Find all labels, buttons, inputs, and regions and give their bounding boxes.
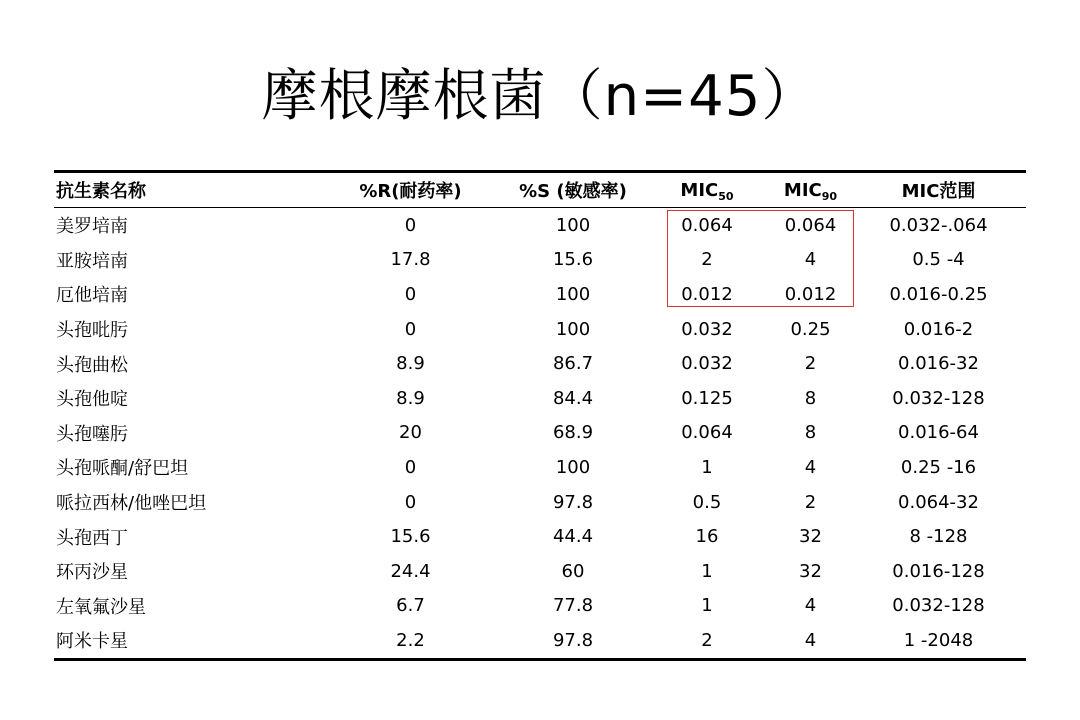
antibiotic-table-container — [54, 170, 1026, 661]
header-mic50-subscript: 50 — [718, 189, 734, 203]
mic-range-cell: 1 -2048 — [903, 629, 974, 651]
antibiotic-name-cell: 头孢西丁 — [56, 527, 128, 549]
resistance-rate-cell: 20 — [399, 422, 422, 444]
resistance-rate-cell: 6.7 — [396, 595, 425, 617]
header-mic90-label: MIC — [783, 179, 822, 201]
mic-range-cell: 0.5 -4 — [912, 249, 965, 271]
mic50-cell: 1 — [701, 456, 713, 478]
table-row — [54, 277, 1026, 312]
mic-range-cell: 0.016-0.25 — [889, 283, 988, 305]
antibiotic-name-cell: 头孢吡肟 — [56, 320, 128, 342]
table-row — [54, 346, 1026, 381]
mic90-cell: 32 — [799, 526, 822, 548]
mic50-cell: 1 — [701, 560, 713, 582]
sensitivity-rate-cell: 60 — [561, 560, 585, 582]
resistance-rate-cell: 0 — [404, 318, 417, 340]
header-resistance-rate: %R(耐药率) — [359, 181, 462, 202]
sensitivity-rate-cell: 100 — [555, 283, 591, 305]
mic50-cell: 2 — [701, 249, 713, 271]
resistance-rate-cell: 2.2 — [396, 629, 425, 651]
mic-range-cell: 8 -128 — [909, 526, 968, 548]
mic90-cell: 4 — [804, 629, 817, 651]
table-row — [54, 381, 1026, 416]
header-mic50-label: MIC — [680, 179, 719, 201]
mic-range-cell: 0.25 -16 — [900, 456, 977, 478]
header-mic-range: MIC范围 — [901, 181, 976, 202]
table-row — [54, 554, 1026, 589]
table-row — [54, 450, 1026, 485]
antibiotic-name-cell: 左氧氟沙星 — [56, 596, 146, 618]
table-row — [54, 416, 1026, 451]
resistance-rate-cell: 15.6 — [390, 526, 431, 548]
table-body — [54, 208, 1026, 660]
mic50-cell: 0.064 — [681, 422, 733, 444]
antibiotic-name-cell: 头孢噻肟 — [56, 423, 128, 445]
antibiotic-name-cell: 阿米卡星 — [56, 631, 128, 653]
sensitivity-rate-cell: 97.8 — [552, 629, 594, 651]
mic90-cell: 0.064 — [784, 214, 837, 236]
mic50-cell: 0.032 — [681, 318, 733, 340]
antibiotic-name-cell: 哌拉西林/他唑巴坦 — [56, 493, 207, 515]
mic90-cell: 2 — [804, 491, 817, 513]
mic50-cell: 0.125 — [681, 387, 733, 409]
antibiotic-name-cell: 头孢哌酮/舒巴坦 — [56, 458, 189, 480]
antibiotic-name-cell: 厄他培南 — [56, 285, 128, 307]
antibiotic-name-cell: 头孢他啶 — [56, 389, 128, 411]
sensitivity-rate-cell: 84.4 — [552, 387, 594, 409]
antibiotic-name-cell: 亚胺培南 — [56, 250, 128, 272]
table-row — [54, 519, 1026, 554]
sensitivity-rate-cell: 100 — [555, 318, 591, 340]
mic50-cell: 0.064 — [681, 214, 733, 236]
sensitivity-rate-cell: 68.9 — [552, 422, 594, 444]
resistance-rate-cell: 0 — [404, 456, 417, 478]
sensitivity-rate-cell: 86.7 — [552, 353, 594, 375]
mic90-cell: 0.25 — [790, 318, 831, 340]
table-row — [54, 243, 1026, 278]
header-mic90-subscript: 90 — [821, 189, 838, 203]
mic-range-cell: 0.032-128 — [892, 595, 985, 617]
mic50-cell: 0.032 — [681, 353, 733, 375]
table-row — [54, 312, 1026, 347]
mic90-cell: 2 — [804, 353, 817, 375]
mic50-cell: 2 — [701, 629, 713, 651]
mic90-cell: 4 — [804, 595, 817, 617]
header-mic50 — [644, 172, 770, 208]
antibiotic-susceptibility-table — [54, 170, 1026, 661]
antibiotic-name-cell: 环丙沙星 — [56, 562, 128, 584]
table-row — [54, 589, 1026, 624]
resistance-rate-cell: 0 — [404, 491, 417, 513]
resistance-rate-cell: 17.8 — [390, 249, 431, 271]
resistance-rate-cell: 24.4 — [390, 560, 431, 582]
mic-range-cell: 0.016-64 — [898, 422, 979, 444]
header-sensitivity-rate: %S (敏感率) — [519, 181, 627, 202]
resistance-rate-cell: 0 — [404, 283, 417, 305]
sensitivity-rate-cell: 100 — [555, 214, 591, 236]
mic-range-cell: 0.064-32 — [898, 491, 979, 513]
mic90-cell: 0.012 — [784, 283, 837, 305]
sensitivity-rate-cell: 97.8 — [552, 491, 594, 513]
resistance-rate-cell: 8.9 — [396, 387, 425, 409]
table-row — [54, 208, 1026, 243]
mic90-cell: 4 — [804, 456, 817, 478]
sensitivity-rate-cell: 77.8 — [552, 595, 594, 617]
resistance-rate-cell: 8.9 — [396, 353, 425, 375]
table-header-row — [54, 172, 1026, 208]
table-row — [54, 623, 1026, 659]
mic-range-cell: 0.016-128 — [892, 560, 985, 582]
mic90-cell: 4 — [804, 249, 817, 271]
table-row — [54, 485, 1026, 520]
mic90-cell: 32 — [799, 560, 822, 582]
resistance-rate-cell: 0 — [404, 214, 417, 236]
mic90-cell: 8 — [804, 422, 817, 444]
antibiotic-name-cell: 头孢曲松 — [56, 354, 128, 376]
slide-title: 摩根摩根菌（n=45） — [261, 64, 819, 129]
mic50-cell: 0.5 — [692, 491, 722, 513]
antibiotic-name-cell: 美罗培南 — [56, 216, 128, 238]
mic-range-cell: 0.032-128 — [892, 387, 985, 409]
sensitivity-rate-cell: 100 — [555, 456, 591, 478]
mic50-cell: 1 — [701, 595, 713, 617]
mic-range-cell: 0.016-2 — [903, 318, 974, 340]
mic50-cell: 0.012 — [681, 283, 733, 305]
mic90-cell: 8 — [804, 387, 817, 409]
sensitivity-rate-cell: 15.6 — [552, 249, 594, 271]
mic-range-cell: 0.032-.064 — [889, 214, 988, 236]
mic-range-cell: 0.016-32 — [898, 353, 979, 375]
header-antibiotic-name: 抗生素名称 — [56, 181, 146, 202]
sensitivity-rate-cell: 44.4 — [552, 526, 594, 548]
header-mic90 — [770, 172, 851, 208]
mic50-cell: 16 — [695, 526, 719, 548]
